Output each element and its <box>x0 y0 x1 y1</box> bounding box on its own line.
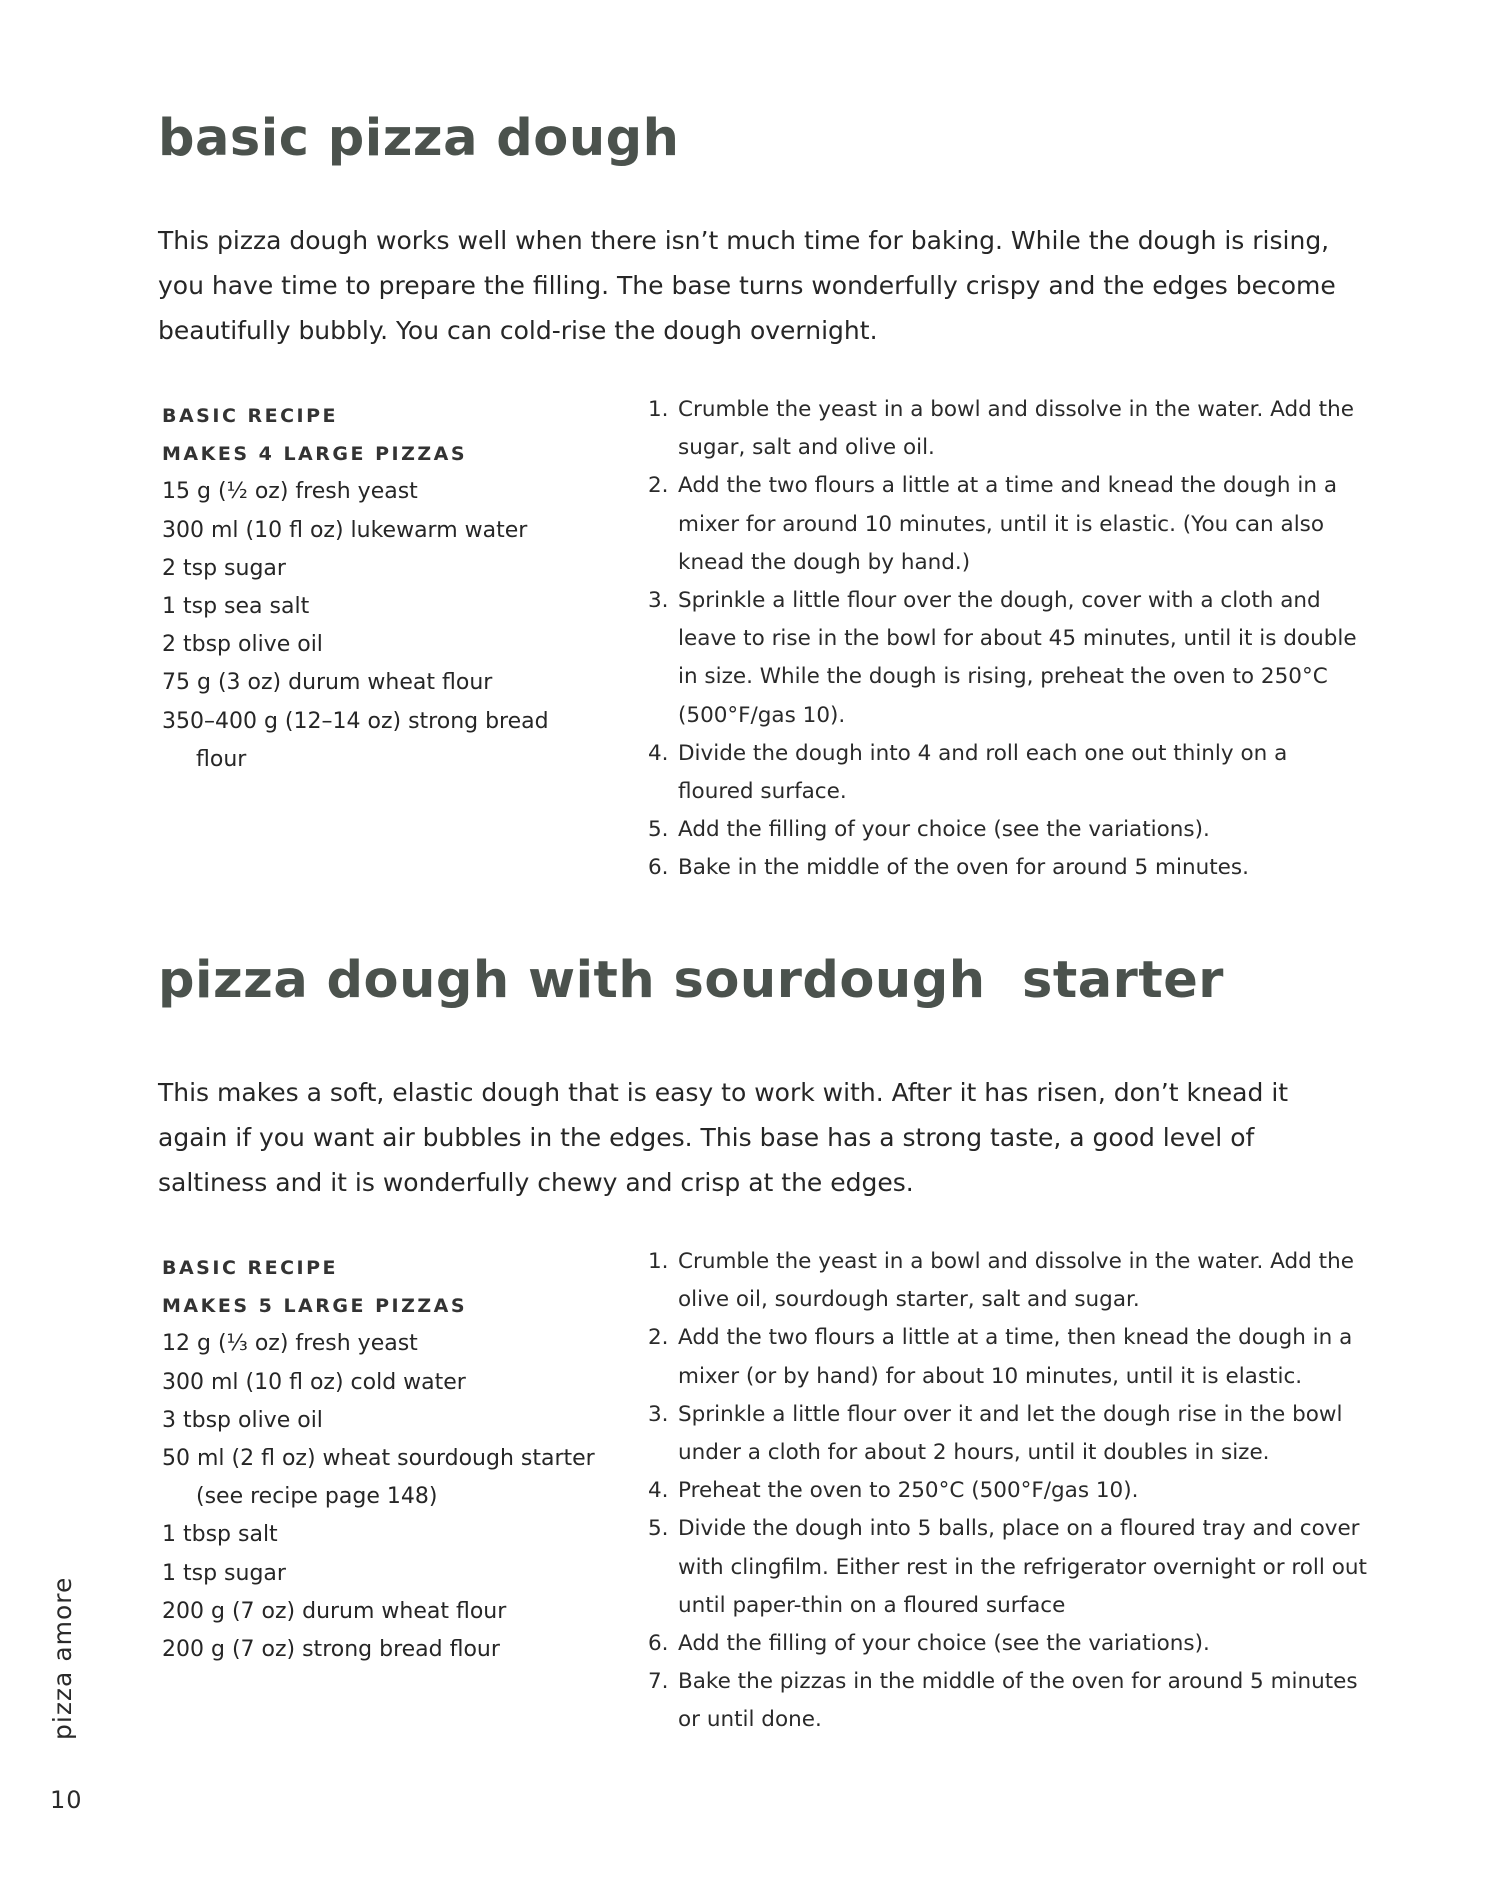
step-number: 3. <box>648 1401 669 1427</box>
step-text: Sprinkle a little flour over it and let the dough rise in the bowl under a cloth for about 2 hours, until it doubles in size. <box>678 1401 1343 1466</box>
method-step <box>648 1663 1368 1739</box>
recipe-basic-pizza-dough <box>158 104 1358 891</box>
ingredient-item: 1 tbsp salt <box>162 1522 278 1548</box>
step-text: Crumble the yeast in a bowl and dissolve in the water. Add the olive oil, sourdough starter, salt and sugar. <box>678 1249 1354 1313</box>
method-step <box>648 391 1368 467</box>
method-steps <box>648 391 1368 888</box>
recipe-title: basic pizza dough <box>158 109 680 168</box>
method-step <box>648 1243 1368 1319</box>
method-step <box>648 1396 1368 1472</box>
step-text: Divide the dough into 5 balls, place on a floured tray and cover with clingfilm. Either rest in the refrigerator overnight or roll out until paper-thin on a floured surface <box>678 1516 1367 1618</box>
step-text: Add the filling of your choice (see the variations). <box>678 1631 1210 1657</box>
ingredient-item: 15 g (½ oz) fresh yeast <box>162 479 418 505</box>
step-text: Sprinkle a little flour over the dough, cover with a cloth and leave to rise in the bowl for about 45 minutes, until it is double in size. While the dough is rising, preheat the oven to 250°C (500°F/gas 10). <box>678 588 1357 728</box>
step-number: 4. <box>648 740 669 766</box>
step-number: 5. <box>648 817 669 843</box>
recipe-intro: This pizza dough works well when there isn’t much time for baking. While the dough is rising, you have time to prepare the filling. The base turns wonderfully crispy and the edges become beautifully bubbly. You can cold-rise the dough overnight. <box>158 226 1336 345</box>
method-step <box>648 1319 1368 1395</box>
method-step <box>648 1625 1368 1663</box>
ingredient-item: 300 ml (10 fl oz) lukewarm water <box>162 517 528 543</box>
recipe-title: pizza dough with sourdough starter <box>158 951 1224 1010</box>
ingredient-list <box>162 397 622 779</box>
step-text: Divide the dough into 4 and roll each one out thinly on a floured surface. <box>678 740 1288 805</box>
ingredient-heading: BASIC RECIPE <box>162 1257 339 1279</box>
ingredient-heading: MAKES 5 LARGE PIZZAS <box>162 1295 468 1318</box>
method-step <box>648 735 1368 811</box>
recipe-intro: This makes a soft, elastic dough that is easy to work with. After it has risen, don’t knead it again if you want air bubbles in the edges. This base has a strong taste, a good level of saltiness and it is wonderfully chewy and crisp at the edges. <box>158 1078 1289 1197</box>
method-step <box>648 811 1368 849</box>
ingredient-item: 2 tsp sugar <box>162 555 286 581</box>
step-number: 3. <box>648 588 669 614</box>
step-number: 7. <box>648 1669 669 1695</box>
ingredient-item: 75 g (3 oz) durum wheat flour <box>162 670 493 696</box>
book-title-side-label: pizza amore <box>48 1576 77 1740</box>
ingredient-heading: BASIC RECIPE <box>162 405 339 427</box>
method-step <box>648 582 1368 735</box>
ingredient-item: 1 tsp sugar <box>162 1560 286 1586</box>
ingredient-item: 200 g (7 oz) strong bread flour <box>162 1637 500 1663</box>
ingredient-item: 200 g (7 oz) durum wheat flour <box>162 1598 507 1624</box>
step-text: Bake in the middle of the oven for around 5 minutes. <box>678 855 1249 881</box>
recipe-sourdough-pizza-dough <box>158 946 1367 1763</box>
step-text: Add the two flours a little at a time, then knead the dough in a mixer (or by hand) for about 10 minutes, until it is elastic. <box>678 1325 1353 1389</box>
ingredient-item: 350–400 g (12–14 oz) strong bread flour <box>162 708 549 772</box>
ingredient-item: 50 ml (2 fl oz) wheat sourdough starter (see recipe page 148) <box>162 1446 595 1510</box>
step-number: 2. <box>648 473 669 499</box>
method-step <box>648 1472 1368 1510</box>
ingredient-item: 1 tsp sea salt <box>162 594 310 620</box>
ingredient-item: 12 g (⅓ oz) fresh yeast <box>162 1331 418 1357</box>
ingredient-item: 3 tbsp olive oil <box>162 1407 323 1433</box>
method-step <box>648 1510 1368 1625</box>
ingredient-heading: MAKES 4 LARGE PIZZAS <box>162 443 468 466</box>
step-text: Preheat the oven to 250°C (500°F/gas 10). <box>678 1478 1139 1504</box>
ingredient-item: 2 tbsp olive oil <box>162 632 323 658</box>
ingredient-item: 300 ml (10 fl oz) cold water <box>162 1369 466 1395</box>
step-text: Bake the pizzas in the middle of the oven for around 5 minutes or until done. <box>678 1669 1358 1733</box>
step-text: Crumble the yeast in a bowl and dissolve in the water. Add the sugar, salt and olive oil. <box>678 397 1354 461</box>
step-text: Add the two flours a little at a time and knead the dough in a mixer for around 10 minutes, until it is elastic. (You can also knead the dough by hand.) <box>678 473 1337 575</box>
method-step <box>648 849 1368 887</box>
step-number: 1. <box>648 397 669 422</box>
step-text: Add the filling of your choice (see the variations). <box>678 817 1210 843</box>
page-number: 10 <box>50 1786 83 1814</box>
step-number: 1. <box>648 1249 669 1274</box>
method-steps <box>648 1243 1368 1740</box>
step-number: 2. <box>648 1325 669 1351</box>
recipe-body <box>158 391 1358 891</box>
step-number: 4. <box>648 1478 669 1504</box>
step-number: 6. <box>648 1631 669 1657</box>
ingredient-list <box>162 1249 622 1669</box>
method-step <box>648 467 1368 582</box>
recipe-body <box>158 1243 1367 1763</box>
step-number: 6. <box>648 855 669 881</box>
step-number: 5. <box>648 1516 669 1542</box>
